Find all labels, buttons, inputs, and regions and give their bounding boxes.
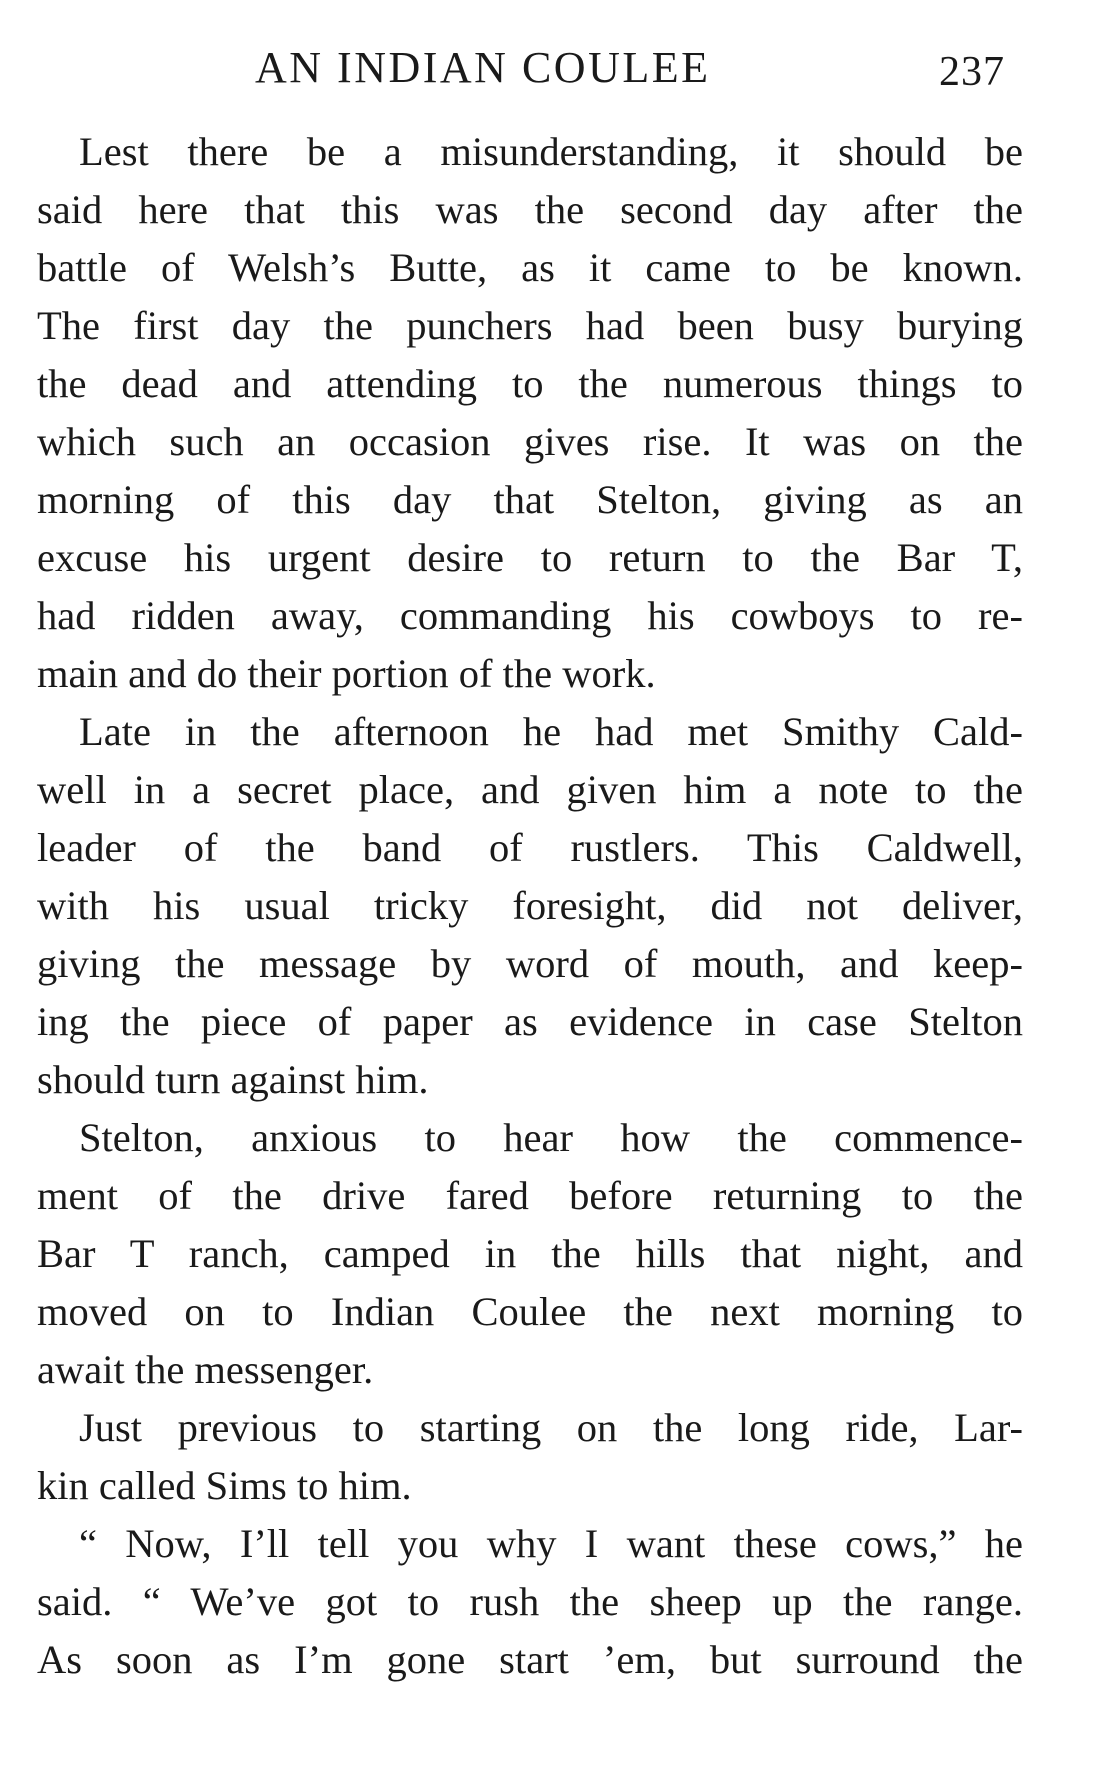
text-line: As soon as I’m gone start ’em, but surround the: [37, 1637, 1023, 1682]
text-line: kin called Sims to him.: [37, 1463, 412, 1508]
paragraph: [37, 703, 1023, 1109]
text-line: main and do their portion of the work.: [37, 651, 656, 696]
text-line: Bar T ranch, camped in the hills that night, and: [37, 1231, 1023, 1276]
text-line: should turn against him.: [37, 1057, 429, 1102]
text-line: said. “ We’ve got to rush the sheep up the range.: [37, 1579, 1023, 1624]
paragraph: [37, 1109, 1023, 1399]
text-line: the dead and attending to the numerous things to: [37, 361, 1023, 406]
text-line: leader of the band of rustlers. This Caldwell,: [37, 825, 1023, 870]
text-line: Late in the afternoon he had met Smithy Cald-: [79, 709, 1023, 754]
text-line: well in a secret place, and given him a note to the: [37, 767, 1023, 812]
text-line: ing the piece of paper as evidence in case Stelton: [37, 999, 1023, 1044]
text-line: Just previous to starting on the long ride, Lar-: [79, 1405, 1023, 1450]
page-number: 237: [939, 49, 1005, 95]
text-line: with his usual tricky foresight, did not deliver,: [37, 883, 1023, 928]
running-head: [255, 40, 1005, 96]
text-line: moved on to Indian Coulee the next morning to: [37, 1289, 1023, 1334]
text-line: excuse his urgent desire to return to the Bar T,: [37, 535, 1023, 580]
text-line: Stelton, anxious to hear how the commence-: [79, 1115, 1023, 1160]
text-line: morning of this day that Stelton, giving as an: [37, 477, 1023, 522]
paragraph: [37, 1515, 1023, 1689]
text-line: ment of the drive fared before returning to the: [37, 1173, 1023, 1218]
text-line: had ridden away, commanding his cowboys to re-: [37, 593, 1023, 638]
text-line: The first day the punchers had been busy burying: [37, 303, 1023, 348]
paragraph: [37, 1399, 1023, 1515]
text-line: which such an occasion gives rise. It was on the: [37, 419, 1023, 464]
text-line: said here that this was the second day after the: [37, 187, 1023, 232]
text-line: battle of Welsh’s Butte, as it came to be known.: [37, 245, 1023, 290]
paragraph: [37, 123, 1023, 703]
text-line: giving the message by word of mouth, and keep-: [37, 941, 1023, 986]
text-line: Lest there be a misunderstanding, it should be: [79, 129, 1023, 174]
text-line: “ Now, I’ll tell you why I want these cows,” he: [79, 1521, 1023, 1566]
text-line: await the messenger.: [37, 1347, 374, 1392]
body-text: [37, 123, 1023, 1689]
chapter-title: AN INDIAN COULEE: [255, 43, 711, 92]
